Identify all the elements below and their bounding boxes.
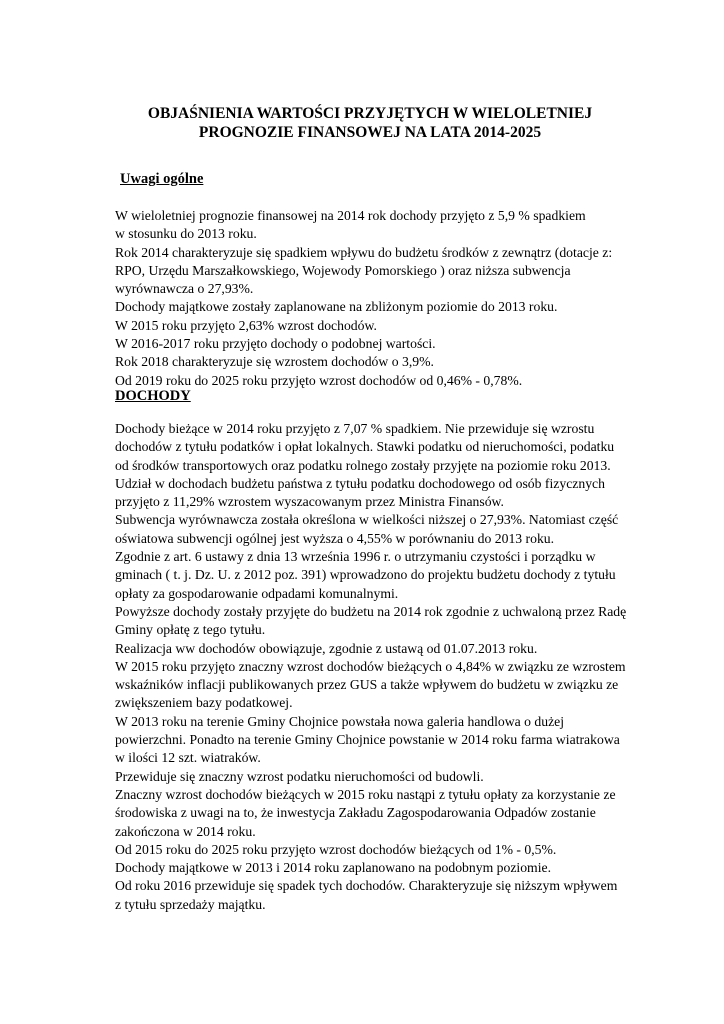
text-line: Zgodnie z art. 6 ustawy z dnia 13 września 1996 r. o utrzymaniu czystości i porządku w <box>115 549 596 565</box>
title-line-1: OBJAŚNIENIA WARTOŚCI PRZYJĘTYCH W WIELOLETNIEJ <box>147 105 593 122</box>
text-line: Realizacja ww dochodów obowiązuje, zgodnie z ustawą od 01.07.2013 roku. <box>115 640 538 656</box>
text-line: środowiska z uwagi na to, że inwestycja Zakładu Zagospodarowania Odpadów zostanie <box>115 805 596 821</box>
text-line: Od 2015 roku do 2025 roku przyjęto wzrost dochodów bieżących od 1% - 0,5%. <box>115 841 557 857</box>
text-line: Dochody majątkowe w 2013 i 2014 roku zaplanowano na podobnym poziomie. <box>115 860 552 876</box>
text-line: W 2016-2017 roku przyjęto dochody o podobnej wartości. <box>115 336 436 352</box>
text-line: W wieloletniej prognozie finansowej na 2014 rok dochody przyjęto z 5,9 % spadkiem <box>115 208 586 223</box>
text-line: gminach ( t. j. Dz. U. z 2012 poz. 391) wprowadzono do projektu budżetu dochody z tytułu <box>115 567 616 583</box>
text-line: wskaźników inflacji publikowanych przez GUS a także wpływem do budżetu w związku ze <box>115 677 619 693</box>
section-heading-uwagi: Uwagi ogólne <box>120 171 204 187</box>
text-line: Przewiduje się znaczny wzrost podatku nieruchomości od budowli. <box>115 768 484 784</box>
text-line: w ilości 12 szt. wiatraków. <box>115 750 261 766</box>
text-line: RPO, Urzędu Marszałkowskiego, Wojewody Pomorskiego ) oraz niższa subwencja <box>115 262 571 278</box>
document-title <box>100 104 640 142</box>
text-line: Udział w dochodach budżetu państwa z tytułu podatku dochodowego od osób fizycznych <box>115 475 605 491</box>
text-line: zakończona w 2014 roku. <box>115 823 256 839</box>
text-line: Rok 2018 charakteryzuje się wzrostem dochodów o 3,9%. <box>115 354 434 370</box>
title-line-2: PROGNOZIE FINANSOWEJ NA LATA 2014-2025 <box>198 124 542 141</box>
text-line: Gminy opłatę z tego tytułu. <box>115 622 266 638</box>
section-body-uwagi <box>115 207 715 390</box>
text-line: dochodów z tytułu podatków i opłat lokalnych. Stawki podatku od nieruchomości, podatku <box>115 439 615 455</box>
text-line: oświatowa subwencji ogólnej jest wyższa o 4,55% w porównaniu do 2013 roku. <box>115 530 555 546</box>
text-line: Od roku 2016 przewiduje się spadek tych dochodów. Charakteryzuje się niższym wpływem <box>115 878 618 894</box>
text-line: wyrównawcza o 27,93%. <box>115 281 254 297</box>
text-line: w stosunku do 2013 roku. <box>115 226 257 242</box>
text-line: W 2013 roku na terenie Gminy Chojnice powstała nowa galeria handlowa o dużej <box>115 713 565 729</box>
text-line: W 2015 roku przyjęto 2,63% wzrost dochodów. <box>115 317 377 333</box>
text-line: Subwencja wyrównawcza została określona w wielkości niższej o 27,93%. Natomiast część <box>115 512 619 528</box>
text-line: Znaczny wzrost dochodów bieżących w 2015 roku nastąpi z tytułu opłaty za korzystanie ze <box>115 786 616 802</box>
text-line: Rok 2014 charakteryzuje się spadkiem wpływu do budżetu środków z zewnątrz (dotacje z: <box>115 244 613 260</box>
text-line: powierzchni. Ponadto na terenie Gminy Chojnice powstanie w 2014 roku farma wiatrakowa <box>115 732 620 748</box>
section-body-dochody <box>115 420 715 914</box>
text-line: Dochody majątkowe zostały zaplanowane na zbliżonym poziomie do 2013 roku. <box>115 299 558 315</box>
text-line: Powyższe dochody zostały przyjęte do budżetu na 2014 rok zgodnie z uchwaloną przez Radę <box>115 603 627 619</box>
section-heading-dochody: DOCHODY <box>115 388 191 404</box>
text-line: Od 2019 roku do 2025 roku przyjęto wzrost dochodów od 0,46% - 0,78%. <box>115 372 523 388</box>
text-line: przyjęto z 11,29% wzrostem wyszacowanym przez Ministra Finansów. <box>115 494 504 510</box>
text-line: od środków transportowych oraz podatku rolnego zostały przyjęte na poziomie roku 2013. <box>115 457 611 473</box>
text-line: W 2015 roku przyjęto znaczny wzrost dochodów bieżących o 4,84% w związku ze wzrostem <box>115 658 626 674</box>
text-line: opłaty za gospodarowanie odpadami komunalnymi. <box>115 585 399 601</box>
text-line: zwiększeniem bazy podatkowej. <box>115 695 293 711</box>
text-line: Dochody bieżące w 2014 roku przyjęto z 7,07 % spadkiem. Nie przewiduje się wzrostu <box>115 421 595 436</box>
text-line: z tytułu sprzedaży majątku. <box>115 896 266 912</box>
